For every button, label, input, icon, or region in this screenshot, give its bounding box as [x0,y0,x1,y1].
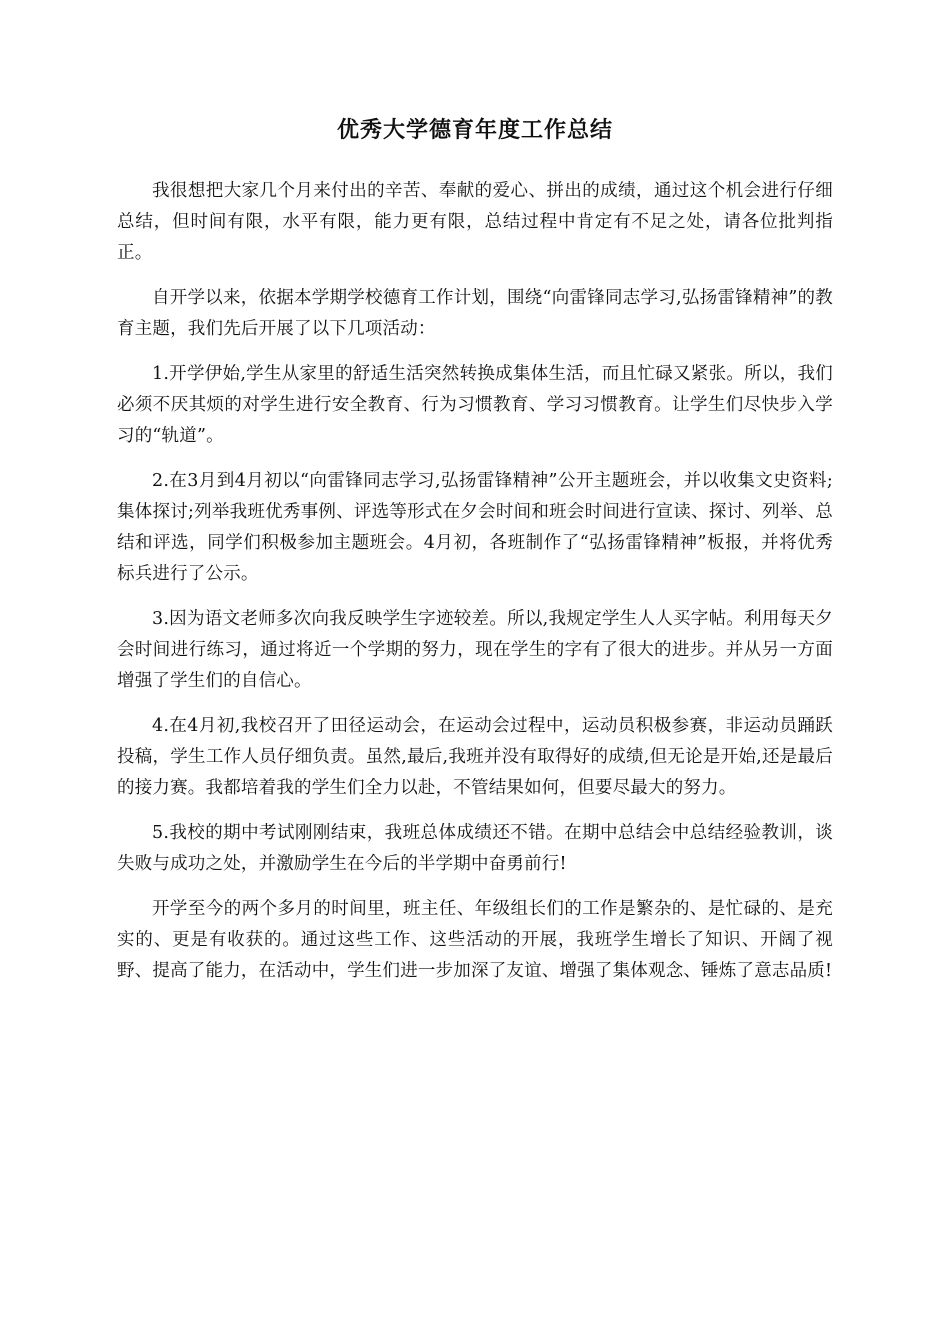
paragraph-conclusion: 开学至今的两个多月的时间里，班主任、年级组长们的工作是繁杂的、是忙碌的、是充实的、更是有收获的。通过这些工作、这些活动的开展，我班学生增长了知识、开阔了视野、提高了能力，在活动中，学生们进一步加深了友谊、增强了集体观念、锤炼了意志品质! [117,899,833,981]
document-title: 优秀大学德育年度工作总结 [336,117,613,143]
paragraph-intro: 我很想把大家几个月来付出的辛苦、奉献的爱心、拼出的成绩，通过这个机会进行仔细总结，但时间有限，水平有限，能力更有限，总结过程中肯定有不足之处，请各位批判指正。 [117,181,833,263]
paragraph-item-3: 3.因为语文老师多次向我反映学生字迹较差。所以,我规定学生人人买字帖。利用每天夕会时间进行练习，通过将近一个学期的努力，现在学生的字有了很大的进步。并从另一方面增强了学生们的自信心。 [117,609,833,691]
paragraph-item-2: 2.在3月到4月初以“向雷锋同志学习,弘扬雷锋精神”公开主题班会，并以收集文史资料;集体探讨;列举我班优秀事例、评选等形式在夕会时间和班会时间进行宣读、探讨、列举、总结和评选，同学们积极参加主题班会。4月初，各班制作了“弘扬雷锋精神”板报，并将优秀标兵进行了公示。 [117,471,833,584]
paragraph-theme: 自开学以来，依据本学期学校德育工作计划，围绕“向雷锋同志学习,弘扬雷锋精神”的教育主题，我们先后开展了以下几项活动： [117,288,833,339]
paragraph-item-1: 1.开学伊始,学生从家里的舒适生活突然转换成集体生活，而且忙碌又紧张。所以，我们必须不厌其烦的对学生进行安全教育、行为习惯教育、学习习惯教育。让学生们尽快步入学习的“轨道”。 [117,364,833,446]
paragraph-item-5: 5.我校的期中考试刚刚结束，我班总体成绩还不错。在期中总结会中总结经验教训，谈失败与成功之处，并激励学生在今后的半学期中奋勇前行! [117,823,833,874]
paragraph-item-4: 4.在4月初,我校召开了田径运动会，在运动会过程中，运动员积极参赛，非运动员踊跃投稿，学生工作人员仔细负责。虽然,最后,我班并没有取得好的成绩,但无论是开始,还是最后的接力赛。我都培着我的学生们全力以赴，不管结果如何，但要尽最大的努力。 [117,716,833,798]
